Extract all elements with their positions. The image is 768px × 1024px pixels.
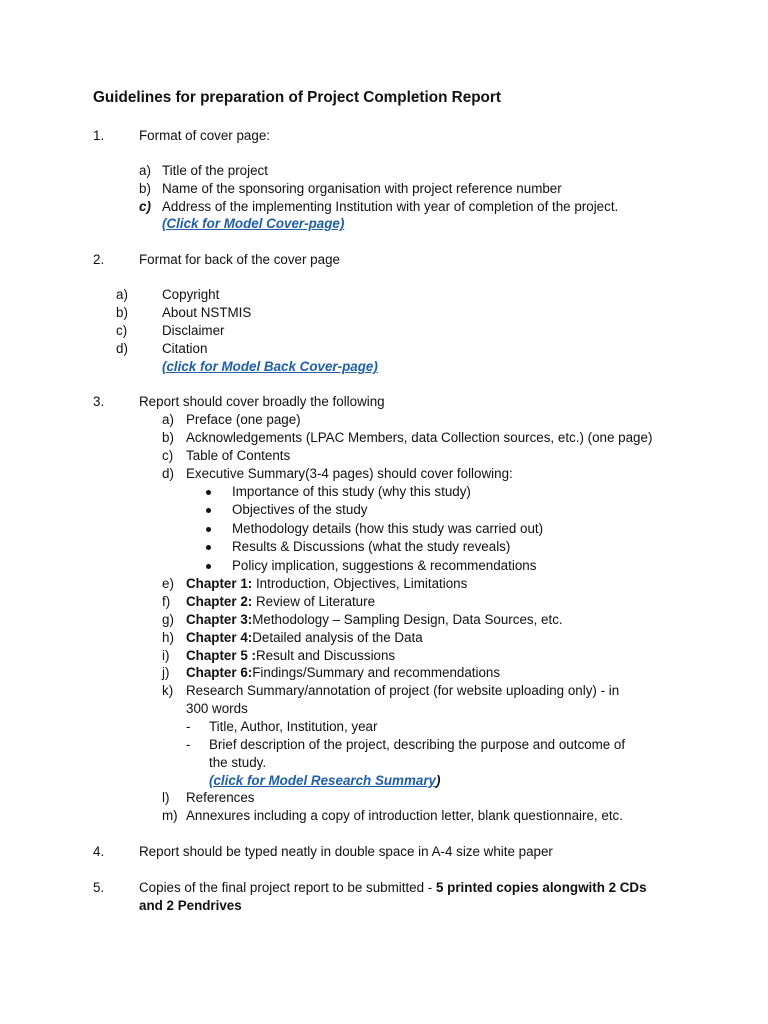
- chapter-4-line: [186, 629, 423, 647]
- s3-item-m-text: Annexures including a copy of introduction letter, blank questionnaire, etc.: [186, 808, 623, 823]
- chapter-2-text: Review of Literature: [252, 594, 376, 609]
- s3-item-l-text: References: [186, 790, 255, 805]
- bullet-dot-icon: [206, 508, 211, 513]
- s2-item-a-marker: a): [116, 287, 128, 302]
- chapter-1-label: Chapter 1:: [186, 576, 253, 591]
- chapter-3-line: [186, 611, 563, 629]
- chapter-2-line: [186, 593, 375, 611]
- section-5-copies-bold: 5 printed copies alongwith 2 CDs: [435, 880, 647, 895]
- dash-item-description: Brief description of the project, describing the purpose and outcome of: [209, 737, 626, 752]
- s2-item-c-marker: c): [116, 323, 128, 338]
- s1-item-a-marker: a): [139, 163, 151, 178]
- s3-item-b-marker: b): [162, 430, 174, 445]
- section-1-number: 1.: [93, 128, 105, 143]
- chapter-2-marker: f): [162, 594, 171, 609]
- chapter-5-text: Result and Discussions: [255, 648, 396, 663]
- s3-item-d-text: Executive Summary(3-4 pages) should cover following:: [186, 466, 513, 481]
- research-summary-line: [209, 772, 440, 790]
- bullet-dot-icon: [206, 527, 211, 532]
- s3-item-b-text: Acknowledgements (LPAC Members, data Collection sources, etc.) (one page): [186, 430, 653, 445]
- chapter-4-marker: h): [162, 630, 174, 645]
- section-5-line1: [139, 879, 647, 897]
- summary-bullet: Importance of this study (why this study): [232, 484, 471, 499]
- s1-item-b-text: Name of the sponsoring organisation with project reference number: [162, 181, 562, 196]
- section-2-number: 2.: [93, 252, 105, 267]
- section-1-heading: Format of cover page:: [139, 128, 270, 143]
- s2-item-d-marker: d): [116, 341, 128, 356]
- summary-bullet: Methodology details (how this study was carried out): [232, 521, 544, 536]
- summary-bullet: Results & Discussions (what the study reveals): [232, 539, 511, 554]
- section-5-pendrives-bold: and 2 Pendrives: [139, 898, 242, 913]
- s1-item-c-marker: c): [139, 199, 151, 214]
- s3-item-k-line1: Research Summary/annotation of project (for website uploading only) - in: [186, 683, 620, 698]
- bullet-dot-icon: [206, 545, 211, 550]
- chapter-3-text: Methodology – Sampling Design, Data Sources, etc.: [252, 612, 563, 627]
- section-4-number: 4.: [93, 844, 105, 859]
- chapter-5-line: [186, 647, 395, 665]
- summary-close-paren: ): [435, 773, 441, 788]
- summary-bullet: Objectives of the study: [232, 502, 368, 517]
- s3-item-m-marker: m): [162, 808, 178, 823]
- chapter-4-label: Chapter 4:: [186, 630, 253, 645]
- s3-item-l-marker: l): [162, 790, 170, 805]
- chapter-1-line: [186, 575, 467, 593]
- chapter-3-label: Chapter 3:: [186, 612, 253, 627]
- chapter-1-text: Introduction, Objectives, Limitations: [252, 576, 468, 591]
- dash-marker: -: [186, 719, 191, 734]
- s1-item-b-marker: b): [139, 181, 151, 196]
- chapter-6-marker: j): [162, 665, 170, 680]
- s2-item-d-text: Citation: [162, 341, 208, 356]
- dash-item-title: Title, Author, Institution, year: [209, 719, 378, 734]
- s3-item-k-line2: 300 words: [186, 701, 248, 716]
- document-title: Guidelines for preparation of Project Completion Report: [93, 89, 501, 106]
- chapter-6-text: Findings/Summary and recommendations: [252, 665, 501, 680]
- section-3-number: 3.: [93, 394, 105, 409]
- s3-item-k-marker: k): [162, 683, 174, 698]
- chapter-5-marker: i): [162, 648, 170, 663]
- section-4-text: Report should be typed neatly in double space in A-4 size white paper: [139, 844, 553, 859]
- chapter-6-line: [186, 664, 500, 682]
- dash-marker: -: [186, 737, 191, 752]
- s2-item-b-text: About NSTMIS: [162, 305, 252, 320]
- chapter-6-label: Chapter 6:: [186, 665, 253, 680]
- model-back-cover-page-link[interactable]: (click for Model Back Cover-page): [162, 359, 378, 374]
- section-3-heading: Report should cover broadly the following: [139, 394, 385, 409]
- s3-item-c-marker: c): [162, 448, 174, 463]
- section-5-number: 5.: [93, 880, 105, 895]
- summary-bullet: Policy implication, suggestions & recommendations: [232, 558, 537, 573]
- chapter-4-text: Detailed analysis of the Data: [252, 630, 423, 645]
- dash-item-description-cont: the study.: [209, 755, 267, 770]
- section-5-line2: [139, 897, 242, 915]
- s1-item-a-text: Title of the project: [162, 163, 268, 178]
- s2-item-c-text: Disclaimer: [162, 323, 225, 338]
- chapter-5-label: Chapter 5 :: [186, 648, 256, 663]
- s3-item-a-text: Preface (one page): [186, 412, 301, 427]
- s3-item-d-marker: d): [162, 466, 174, 481]
- s2-item-b-marker: b): [116, 305, 128, 320]
- bullet-dot-icon: [206, 490, 211, 495]
- s3-item-c-text: Table of Contents: [186, 448, 291, 463]
- section-2-heading: Format for back of the cover page: [139, 252, 340, 267]
- chapter-1-marker: e): [162, 576, 174, 591]
- model-cover-page-link[interactable]: (Click for Model Cover-page): [162, 216, 345, 231]
- section-5-text: Copies of the final project report to be submitted -: [139, 880, 436, 895]
- chapter-2-label: Chapter 2:: [186, 594, 253, 609]
- model-research-summary-link[interactable]: (click for Model Research Summary: [209, 773, 436, 788]
- s1-item-c-text: Address of the implementing Institution with year of completion of the project.: [162, 199, 619, 214]
- s2-item-a-text: Copyright: [162, 287, 220, 302]
- s3-item-a-marker: a): [162, 412, 174, 427]
- chapter-3-marker: g): [162, 612, 174, 627]
- bullet-dot-icon: [206, 564, 211, 569]
